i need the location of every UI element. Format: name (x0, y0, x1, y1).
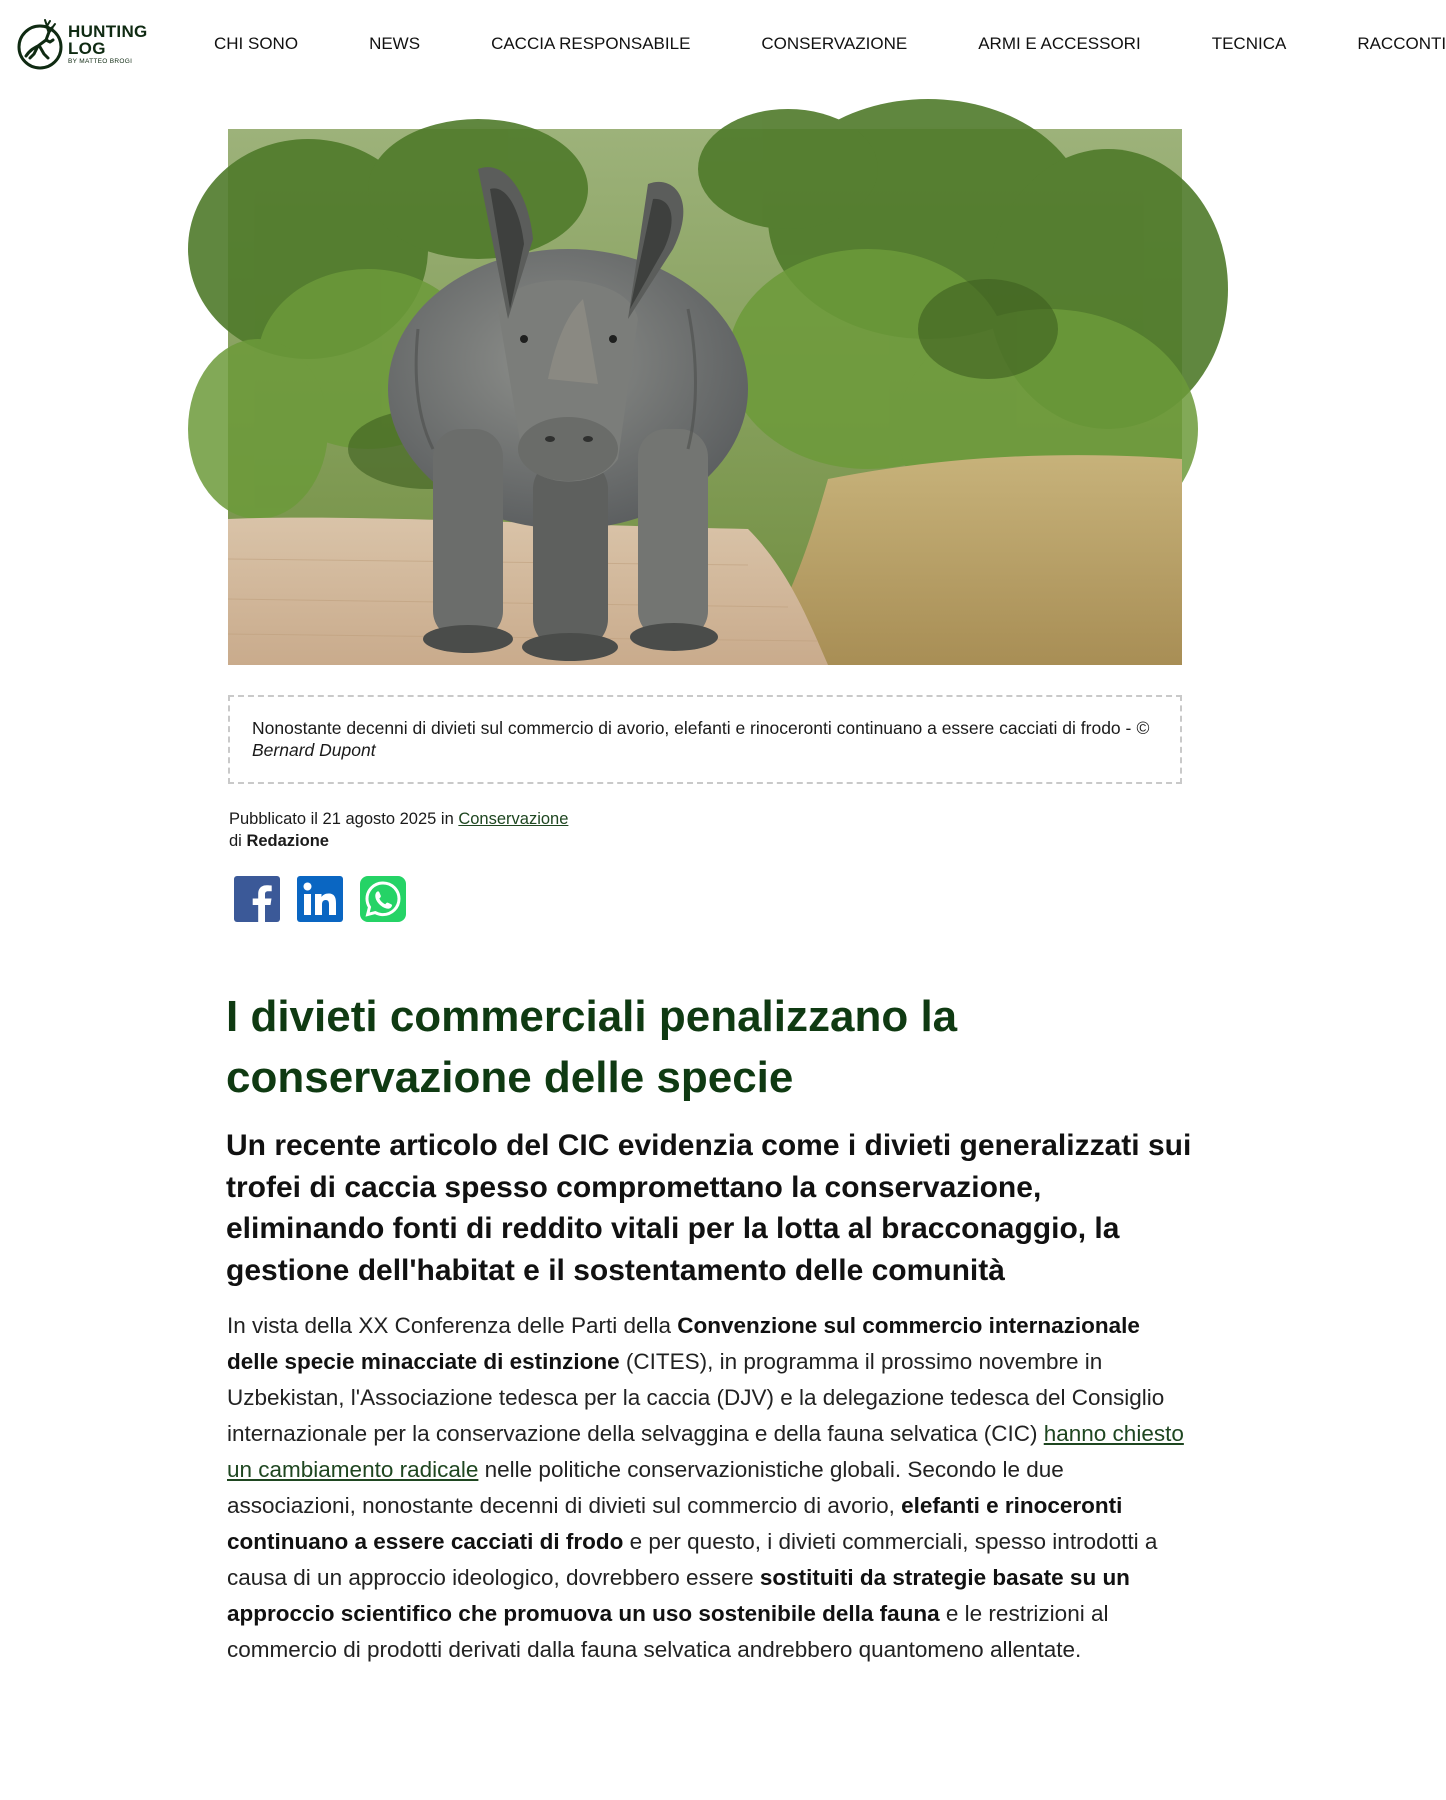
site-logo[interactable] (16, 16, 156, 72)
site-header (0, 0, 1446, 95)
nav-item-conservazione[interactable]: CONSERVAZIONE (761, 34, 908, 53)
author-line (229, 830, 568, 852)
nav-item-caccia-responsabile[interactable]: CACCIA RESPONSABILE (491, 34, 691, 53)
whatsapp-icon (360, 876, 406, 922)
category-link[interactable]: Conservazione (458, 810, 569, 828)
hero-image-rhino (228, 129, 1182, 665)
facebook-icon (234, 876, 280, 922)
nav-item-racconti[interactable]: RACCONTI (1357, 34, 1446, 53)
body-text-1: In vista della XX Conferenza delle Parti della (227, 1313, 678, 1338)
article-body (227, 1308, 1187, 1668)
nav-item-tecnica[interactable]: TECNICA (1211, 34, 1287, 53)
image-caption (228, 695, 1182, 784)
body-text-3: nelle politiche conservazionistiche globali. Secondo le due associazioni, nonostante decenni di divieti sul commercio di avorio, (227, 1457, 1064, 1518)
linkedin-share-button[interactable] (297, 876, 343, 922)
whatsapp-share-button[interactable] (360, 876, 406, 922)
body-bold-2: elefanti e rinoceronti continuano a essere cacciati di frodo (227, 1493, 1123, 1554)
author-name: Redazione (246, 832, 329, 850)
article-title: I divieti commerciali penalizzano la conservazione delle specie (226, 992, 958, 1102)
author-prefix: di (229, 832, 247, 850)
logo-line-1: HUNTING (68, 21, 148, 41)
body-text-2: (CITES), in programma il prossimo novembre in Uzbekistan, l'Associazione tedesca per la caccia (DJV) e la delegazione tedesca del Consiglio internazionale per la conservazione della selvaggina e della fauna selvatica (CIC) (227, 1349, 1165, 1446)
logo-line-2: LOG (68, 38, 106, 58)
share-buttons (234, 876, 423, 922)
nav-item-news[interactable]: NEWS (369, 34, 421, 53)
body-text-4: e per questo, i divieti commerciali, spesso introdotti a causa di un approccio ideologico, dovrebbero essere (227, 1529, 1158, 1590)
article-subtitle: Un recente articolo del CIC evidenzia come i divieti generalizzati sui trofei di caccia spesso compromettano la conservazione, eliminando fonti di reddito vitali per la lotta al bracconaggio, la gestione dell'habitat e il sostentamento delle comunità (226, 1129, 1192, 1287)
nav-item-chi-sono[interactable]: CHI SONO (214, 34, 299, 53)
facebook-share-button[interactable] (234, 876, 280, 922)
caption-text: Nonostante decenni di divieti sul commercio di avorio, elefanti e rinoceronti continuano a essere cacciati di frodo - (252, 718, 1137, 738)
publish-line (229, 808, 568, 830)
body-link[interactable]: hanno chiesto un cambiamento radicale (227, 1421, 1184, 1482)
linkedin-icon (297, 876, 343, 922)
deer-logo-icon (16, 16, 64, 72)
body-text-5: e le restrizioni al commercio di prodotti derivati dalla fauna selvatica andrebbero quantomeno allentate. (227, 1601, 1109, 1662)
body-bold-1: Convenzione sul commercio internazionale delle specie minacciate di estinzione (227, 1313, 1140, 1374)
nav-item-armi-e-accessori[interactable]: ARMI E ACCESSORI (978, 34, 1141, 53)
main-nav (214, 34, 1446, 54)
logo-line-3: BY MATTEO BROGI (68, 57, 133, 65)
body-bold-3: sostituiti da strategie basate su un approccio scientifico che promuova un uso sostenibile della fauna (227, 1565, 1130, 1626)
article-meta (229, 808, 568, 852)
logo-text (68, 23, 148, 66)
caption-credit: © Bernard Dupont (252, 718, 1150, 760)
publish-date: Pubblicato il 21 agosto 2025 in (229, 810, 459, 828)
